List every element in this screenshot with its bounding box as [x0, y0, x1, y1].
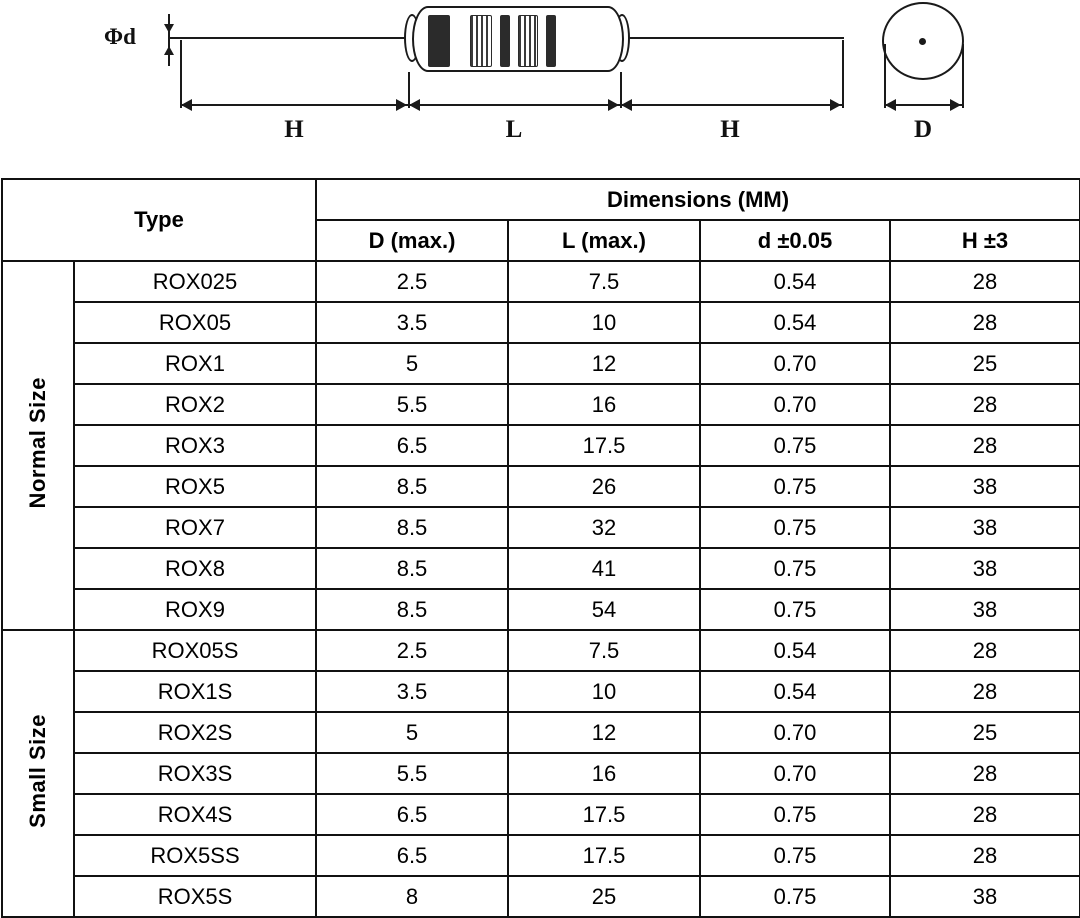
cell-d: 2.5 [316, 261, 508, 302]
left-lead-wire [168, 37, 414, 39]
cell-l: 54 [508, 589, 700, 630]
cell-d: 2.5 [316, 630, 508, 671]
cell-dd: 0.54 [700, 630, 890, 671]
cell-d: 5.5 [316, 753, 508, 794]
cell-d: 5 [316, 712, 508, 753]
cell-l: 41 [508, 548, 700, 589]
dim-d-arrow-end-icon [950, 99, 961, 111]
color-band-2 [470, 15, 492, 67]
header-d-max: D (max.) [316, 220, 508, 261]
group-label-small-size [2, 630, 74, 917]
group-label-small-size-text: Small Size [25, 713, 50, 828]
table-row [2, 343, 1080, 384]
header-dimensions: Dimensions (MM) [316, 179, 1080, 220]
cell-l: 17.5 [508, 425, 700, 466]
cell-l: 26 [508, 466, 700, 507]
ext-line-left [180, 40, 182, 108]
table-header-row-1 [2, 179, 1080, 220]
cell-h: 28 [890, 302, 1080, 343]
header-l-max: L (max.) [508, 220, 700, 261]
dim-label-h-right: H [720, 116, 740, 143]
cell-d: 6.5 [316, 425, 508, 466]
table-row [2, 835, 1080, 876]
phi-d-arrow-up-icon [164, 46, 174, 55]
cell-h: 38 [890, 876, 1080, 917]
color-band-5 [546, 15, 556, 67]
cell-d: 3.5 [316, 671, 508, 712]
cell-l: 16 [508, 384, 700, 425]
table-row [2, 753, 1080, 794]
cell-d: 3.5 [316, 302, 508, 343]
cell-dd: 0.70 [700, 753, 890, 794]
cell-type: ROX05 [74, 302, 316, 343]
cell-h: 38 [890, 589, 1080, 630]
color-band-3 [500, 15, 510, 67]
table-row [2, 712, 1080, 753]
cell-h: 28 [890, 384, 1080, 425]
resistor-body [412, 6, 624, 72]
dim-l-arrow-end-icon [608, 99, 619, 111]
phi-d-extension-line [168, 14, 170, 66]
table-row [2, 466, 1080, 507]
cell-d: 5.5 [316, 384, 508, 425]
dim-h-right-arrow-end-icon [830, 99, 841, 111]
header-h-tolerance: H ±3 [890, 220, 1080, 261]
diagram-canvas [90, 0, 990, 170]
cell-dd: 0.70 [700, 343, 890, 384]
cell-type: ROX2 [74, 384, 316, 425]
dim-label-l: L [505, 116, 523, 143]
group-label-normal-size-text: Normal Size [25, 376, 50, 509]
cell-d: 8.5 [316, 507, 508, 548]
cell-l: 16 [508, 753, 700, 794]
cell-h: 28 [890, 425, 1080, 466]
cell-type: ROX3 [74, 425, 316, 466]
cell-d: 8.5 [316, 589, 508, 630]
cell-h: 38 [890, 507, 1080, 548]
table-row [2, 671, 1080, 712]
cell-d: 8 [316, 876, 508, 917]
cell-l: 32 [508, 507, 700, 548]
cell-l: 17.5 [508, 794, 700, 835]
cell-l: 7.5 [508, 261, 700, 302]
cell-d: 8.5 [316, 466, 508, 507]
cell-h: 25 [890, 343, 1080, 384]
table-row [2, 876, 1080, 917]
group-label-normal-size [2, 261, 74, 630]
cell-type: ROX9 [74, 589, 316, 630]
cell-h: 28 [890, 671, 1080, 712]
dim-l-arrow-start-icon [409, 99, 420, 111]
cell-l: 12 [508, 343, 700, 384]
cell-dd: 0.75 [700, 876, 890, 917]
table-row [2, 794, 1080, 835]
cell-dd: 0.54 [700, 671, 890, 712]
header-type: Type [2, 179, 316, 261]
cell-h: 28 [890, 261, 1080, 302]
cell-h: 28 [890, 753, 1080, 794]
color-band-1 [428, 15, 450, 67]
table-header [2, 179, 1080, 261]
cell-dd: 0.75 [700, 466, 890, 507]
cell-type: ROX5SS [74, 835, 316, 876]
dim-h-left-arrow-start-icon [181, 99, 192, 111]
table-row [2, 548, 1080, 589]
ext-line-right [842, 40, 844, 108]
cell-d: 6.5 [316, 794, 508, 835]
cell-type: ROX7 [74, 507, 316, 548]
cell-l: 7.5 [508, 630, 700, 671]
ext-line-circle-right [962, 44, 964, 108]
cell-dd: 0.54 [700, 261, 890, 302]
dim-line-l [408, 104, 620, 106]
dimension-diagram [0, 0, 1080, 178]
phi-d-label: Φd [104, 24, 136, 49]
cell-h: 28 [890, 630, 1080, 671]
end-view-center-dot [919, 38, 926, 45]
cell-type: ROX05S [74, 630, 316, 671]
dim-line-h-left [180, 104, 408, 106]
cell-type: ROX8 [74, 548, 316, 589]
table-row [2, 261, 1080, 302]
cell-type: ROX1S [74, 671, 316, 712]
cell-h: 38 [890, 548, 1080, 589]
dimensions-table [1, 178, 1080, 918]
cell-type: ROX2S [74, 712, 316, 753]
dim-d-arrow-start-icon [885, 99, 896, 111]
cell-type: ROX5 [74, 466, 316, 507]
color-band-4 [518, 15, 538, 67]
cell-type: ROX3S [74, 753, 316, 794]
phi-d-arrow-down-icon [164, 24, 174, 33]
cell-dd: 0.75 [700, 425, 890, 466]
table-row [2, 302, 1080, 343]
cell-type: ROX4S [74, 794, 316, 835]
cell-d: 5 [316, 343, 508, 384]
cell-d: 8.5 [316, 548, 508, 589]
cell-l: 10 [508, 671, 700, 712]
cell-type: ROX025 [74, 261, 316, 302]
cell-l: 10 [508, 302, 700, 343]
cell-h: 38 [890, 466, 1080, 507]
cell-type: ROX5S [74, 876, 316, 917]
header-d-tolerance: d ±0.05 [700, 220, 890, 261]
dim-h-left-arrow-end-icon [396, 99, 407, 111]
cell-h: 28 [890, 835, 1080, 876]
cell-dd: 0.75 [700, 835, 890, 876]
table-row [2, 630, 1080, 671]
cell-dd: 0.75 [700, 548, 890, 589]
cell-dd: 0.70 [700, 712, 890, 753]
cell-l: 12 [508, 712, 700, 753]
table-row [2, 425, 1080, 466]
cell-h: 25 [890, 712, 1080, 753]
table-row [2, 507, 1080, 548]
cell-dd: 0.70 [700, 384, 890, 425]
cell-h: 28 [890, 794, 1080, 835]
right-lead-wire [622, 37, 844, 39]
dim-label-d: D [913, 116, 933, 143]
cell-l: 25 [508, 876, 700, 917]
cell-type: ROX1 [74, 343, 316, 384]
cell-l: 17.5 [508, 835, 700, 876]
table-row [2, 589, 1080, 630]
cell-dd: 0.54 [700, 302, 890, 343]
dim-label-h-left: H [284, 116, 304, 143]
cell-dd: 0.75 [700, 589, 890, 630]
cell-dd: 0.75 [700, 794, 890, 835]
cell-d: 6.5 [316, 835, 508, 876]
dim-line-h-right [620, 104, 842, 106]
table-body [2, 261, 1080, 917]
cell-dd: 0.75 [700, 507, 890, 548]
table-row [2, 384, 1080, 425]
dim-h-right-arrow-start-icon [621, 99, 632, 111]
